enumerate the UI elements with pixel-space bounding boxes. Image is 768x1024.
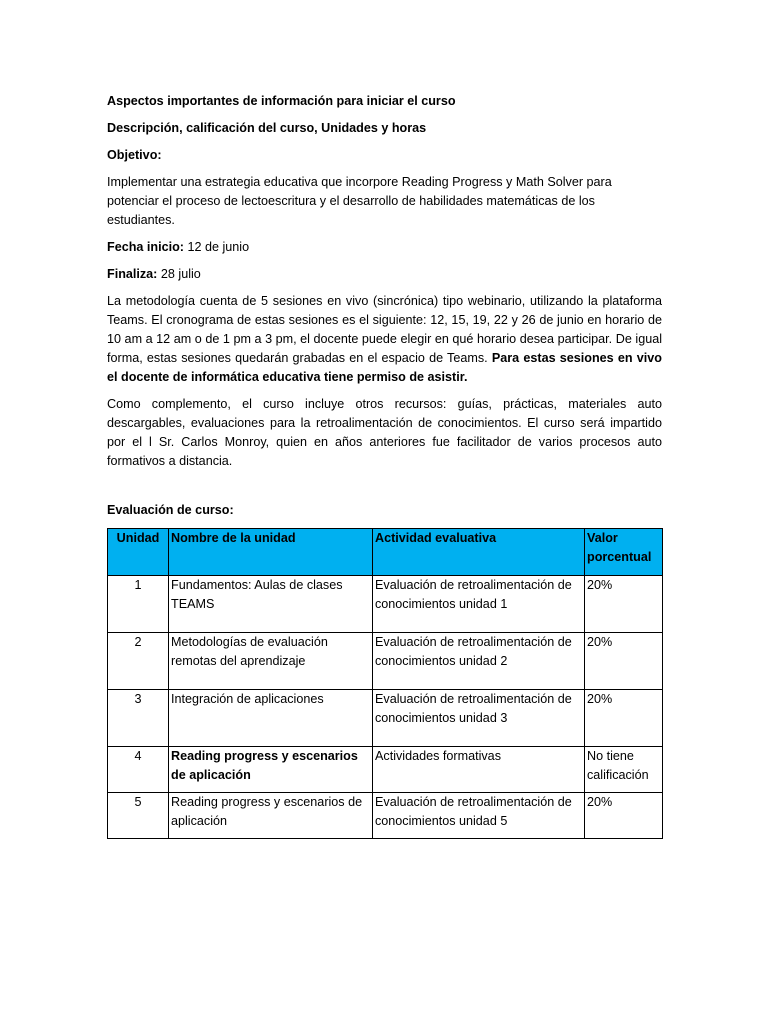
unit-name: Reading progress y escenarios de aplicación bbox=[169, 747, 373, 793]
unit-number: 4 bbox=[108, 747, 169, 793]
methodology-text: La metodología cuenta de 5 sesiones en vivo (sincrónica) tipo webinario, utilizando la plataforma Teams. El cronograma de estas sesiones es el siguiente: 12, 15, 19, 22 y 26 de junio en horario de 10 am a 12 am o de 1 pm a 3 pm, el docente puede elegir en qué horario desea participar. De igual forma, estas sesiones quedarán grabadas en el espacio de Teams. bbox=[107, 294, 662, 365]
unit-activity: Evaluación de retroalimentación de conocimientos unidad 1 bbox=[373, 576, 585, 633]
unit-value: 20% bbox=[585, 690, 663, 747]
unit-name: Fundamentos: Aulas de clases TEAMS bbox=[169, 576, 373, 633]
unit-value: 20% bbox=[585, 576, 663, 633]
document-page bbox=[107, 92, 662, 839]
unit-value: No tiene calificación bbox=[585, 747, 663, 793]
unit-number: 1 bbox=[108, 576, 169, 633]
unit-activity: Evaluación de retroalimentación de conocimientos unidad 3 bbox=[373, 690, 585, 747]
end-date bbox=[107, 265, 662, 284]
unit-activity: Evaluación de retroalimentación de conocimientos unidad 5 bbox=[373, 793, 585, 839]
unit-name: Reading progress y escenarios de aplicación bbox=[169, 793, 373, 839]
table-row bbox=[108, 690, 663, 747]
start-date bbox=[107, 238, 662, 257]
header-activity: Actividad evaluativa bbox=[373, 529, 585, 576]
table-row bbox=[108, 793, 663, 839]
header-unit-name: Nombre de la unidad bbox=[169, 529, 373, 576]
objective-label: Objetivo: bbox=[107, 148, 162, 162]
course-subheading: Descripción, calificación del curso, Unidades y horas bbox=[107, 121, 427, 135]
header-value: Valor porcentual bbox=[585, 529, 663, 576]
end-date-value: 28 julio bbox=[157, 267, 201, 281]
methodology-paragraph bbox=[107, 292, 662, 387]
objective-text: Implementar una estrategia educativa que incorpore Reading Progress y Math Solver para potenciar el proceso de lectoescritura y el desarrollo de habilidades matemáticas de los estudiantes. bbox=[107, 175, 612, 227]
unit-number: 3 bbox=[108, 690, 169, 747]
spacer bbox=[107, 479, 662, 501]
table-row bbox=[108, 633, 663, 690]
table-row bbox=[108, 576, 663, 633]
unit-value: 20% bbox=[585, 633, 663, 690]
table-row bbox=[108, 747, 663, 793]
unit-activity: Actividades formativas bbox=[373, 747, 585, 793]
start-date-value: 12 de junio bbox=[183, 240, 250, 254]
evaluation-table bbox=[107, 528, 663, 839]
start-date-label: Fecha inicio: bbox=[107, 240, 184, 254]
end-date-label: Finaliza: bbox=[107, 267, 158, 281]
complement-paragraph: Como complemento, el curso incluye otros recursos: guías, prácticas, materiales auto descargables, evaluaciones para la retroalimentación de conocimientos. El curso será impartido por el l Sr. Carlos Monroy, quien en años anteriores fue facilitador de varios procesos auto formativos a distancia. bbox=[107, 397, 662, 468]
unit-number: 2 bbox=[108, 633, 169, 690]
evaluation-title: Evaluación de curso: bbox=[107, 503, 234, 517]
header-unit: Unidad bbox=[108, 529, 169, 576]
unit-name: Metodologías de evaluación remotas del aprendizaje bbox=[169, 633, 373, 690]
unit-name: Integración de aplicaciones bbox=[169, 690, 373, 747]
methodology-bold-text: Para estas sesiones en vivo el docente de informática educativa tiene permiso de asistir. bbox=[107, 351, 662, 384]
course-heading: Aspectos importantes de información para iniciar el curso bbox=[107, 94, 456, 108]
unit-value: 20% bbox=[585, 793, 663, 839]
unit-activity: Evaluación de retroalimentación de conocimientos unidad 2 bbox=[373, 633, 585, 690]
unit-number: 5 bbox=[108, 793, 169, 839]
table-header-row bbox=[108, 529, 663, 576]
